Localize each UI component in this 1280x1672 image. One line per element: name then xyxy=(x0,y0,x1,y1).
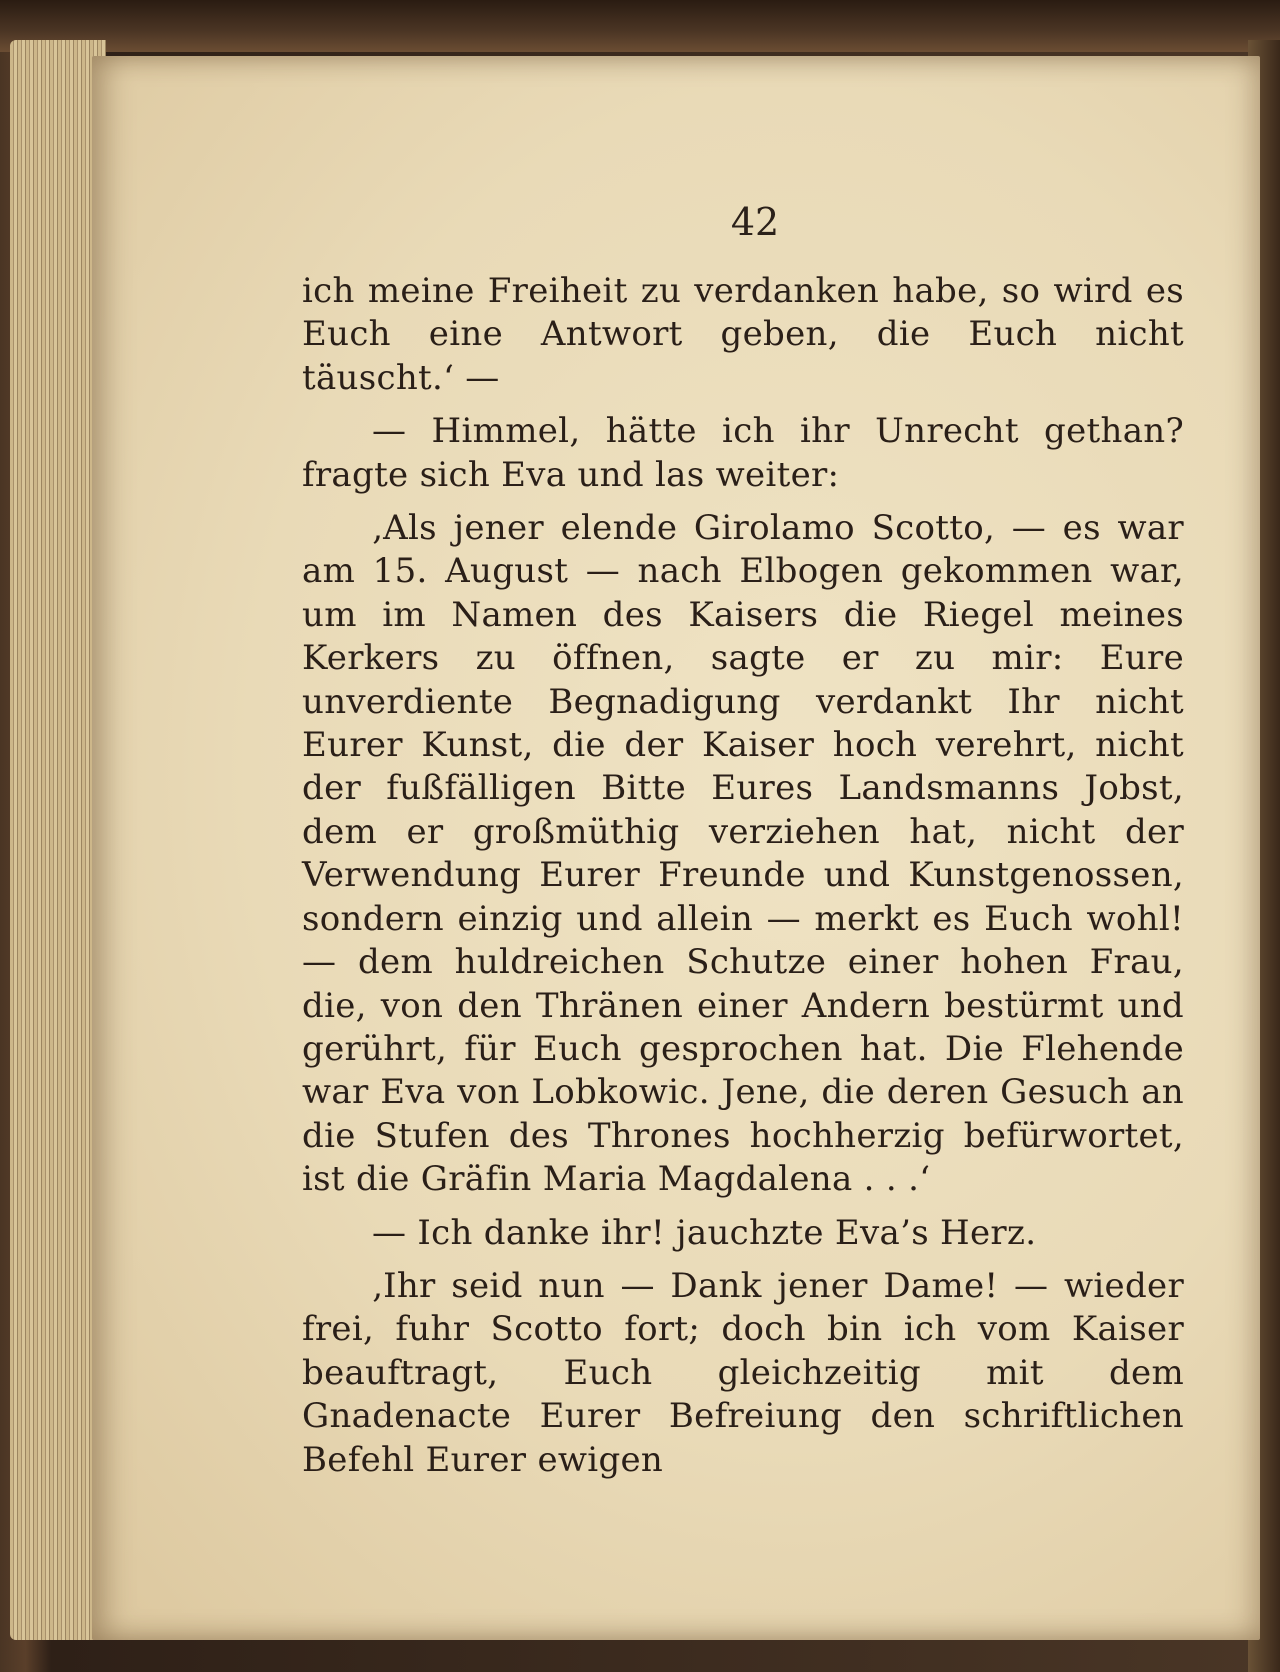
page-number: 42 xyxy=(730,200,780,244)
book-cover-edge xyxy=(0,0,1280,52)
paragraph-4: — Ich danke ihr! jauchzte Eva’s Herz. xyxy=(372,1212,1037,1253)
paragraph-2: — Himmel, hätte ich ihr Unrecht gethan? fragte sich Eva und las weiter: xyxy=(302,411,1184,495)
page-body-text xyxy=(302,270,1184,1492)
paragraph-1: ich meine Freiheit zu verdanken habe, so wird es Euch eine Antwort geben, die Euch nicht täuscht.‘ — xyxy=(302,271,1184,398)
paragraph-5: ‚Ihr seid nun — Dank jener Dame! — wieder frei, fuhr Scotto fort; doch bin ich vom Kaiser beauftragt, Euch gleichzeitig mit dem Gnadenacte Eurer Befreiung den schriftlichen Befehl Eurer ewigen xyxy=(302,1265,1184,1480)
paragraph-3: ‚Als jener elende Girolamo Scotto, — es war am 15. August — nach Elbogen gekommen war, um im Namen des Kaisers die Riegel meines Kerkers zu öffnen, sagte er zu mir: Eure unverdiente Begnadigung verdankt Ihr nicht Eurer Kunst, die der Kaiser hoch verehrt, nicht der fußfälligen Bitte Eures Landsmanns Jobst, dem er großmüthig verziehen hat, nicht der Verwendung Eurer Freunde und Kunstgenossen, sondern einzig und allein — merkt es Euch wohl! — dem huldreichen Schutze einer hohen Frau, die, von den Thränen einer Andern bestürmt und gerührt, für Euch gesprochen hat. Die Flehende war Eva von Lobkowic. Jene, die deren Gesuch an die Stufen des Thrones hochherzig befürwortet, ist die Gräfin Maria Magdalena . . .‘ xyxy=(302,508,1184,1200)
